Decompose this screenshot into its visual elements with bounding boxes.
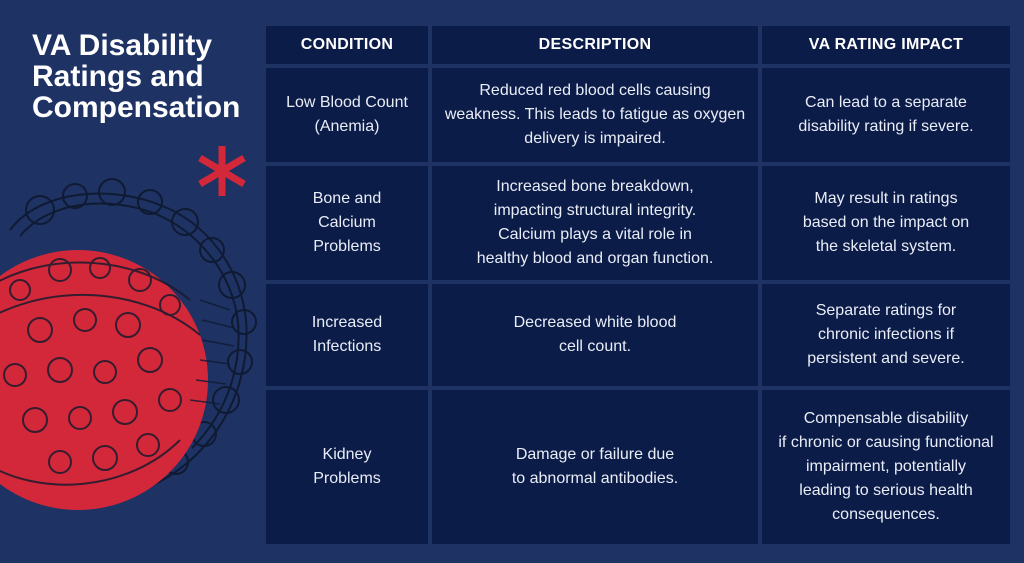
- asterisk-icon: [200, 146, 244, 196]
- row-4-condition: Kidney Problems: [266, 390, 428, 544]
- row-1-description: Reduced red blood cells causing weakness. This leads to fatigue as oxygen delivery is impaired.: [432, 68, 758, 162]
- row-3-condition: Increased Infections: [266, 284, 428, 386]
- row-3-impact: Separate ratings for chronic infections if persistent and severe.: [762, 284, 1010, 386]
- header-condition: CONDITION: [266, 26, 428, 64]
- title-line-1: VA Disability: [32, 29, 213, 62]
- title-line-3: Compensation: [32, 91, 241, 124]
- row-1-impact: Can lead to a separate disability rating if severe.: [762, 68, 1010, 162]
- title-line-2: Ratings and: [32, 60, 204, 93]
- header-rating-impact: VA RATING IMPACT: [762, 26, 1010, 64]
- ratings-table: [266, 26, 1010, 544]
- row-4-impact: Compensable disability if chronic or causing functional impairment, potentially leading to serious health consequences.: [762, 390, 1010, 544]
- row-1-condition: Low Blood Count (Anemia): [266, 68, 428, 162]
- row-3-description: Decreased white blood cell count.: [432, 284, 758, 386]
- row-2-condition: Bone and Calcium Problems: [266, 166, 428, 280]
- row-2-impact: May result in ratings based on the impact on the skeletal system.: [762, 166, 1010, 280]
- header-description: DESCRIPTION: [432, 26, 758, 64]
- row-2-description: Increased bone breakdown, impacting structural integrity. Calcium plays a vital role in healthy blood and organ function.: [432, 166, 758, 280]
- page-title: [32, 30, 262, 123]
- row-4-description: Damage or failure due to abnormal antibodies.: [432, 390, 758, 544]
